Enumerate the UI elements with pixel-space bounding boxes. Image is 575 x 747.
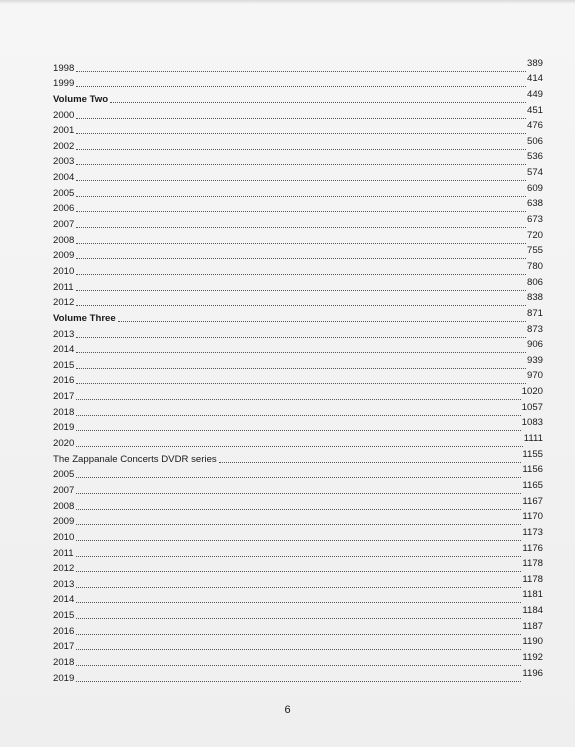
toc-dot-leader — [76, 117, 526, 119]
toc-dot-leader — [118, 320, 526, 322]
toc-dot-leader — [76, 163, 526, 165]
page-top-edge — [0, 0, 575, 4]
toc-dot-leader — [76, 601, 521, 603]
toc-entry-label: 2011 — [53, 281, 74, 293]
toc-entry-page-number: 871 — [526, 307, 543, 319]
toc-dot-leader — [76, 195, 526, 197]
toc-entry-label: 2011 — [53, 547, 74, 559]
toc-dot-leader — [76, 414, 520, 416]
toc-entry — [53, 621, 543, 637]
toc-dot-leader — [76, 367, 526, 369]
toc-entry — [53, 58, 543, 74]
toc-entry-label: 2013 — [53, 578, 75, 590]
toc-section-heading — [53, 308, 543, 324]
toc-dot-leader — [76, 273, 526, 275]
toc-entry-label: Volume Two — [53, 93, 109, 105]
toc-entry-label: 1999 — [53, 78, 75, 90]
toc-entry-label: 2014 — [53, 594, 75, 606]
toc-entry-page-number: 609 — [526, 182, 543, 194]
toc-dot-leader — [76, 445, 522, 447]
toc-entry — [53, 496, 543, 512]
toc-entry — [53, 105, 543, 121]
toc-entry — [53, 512, 543, 528]
toc-entry-label: 2015 — [53, 610, 75, 622]
toc-entry-page-number: 1167 — [522, 495, 543, 507]
toc-entry-label: 2007 — [53, 219, 75, 231]
toc-entry-page-number: 389 — [526, 57, 543, 69]
toc-entry-label: 2005 — [53, 469, 75, 481]
toc-entry-label: 2017 — [53, 641, 75, 653]
toc-entry-page-number: 1184 — [522, 605, 543, 617]
toc-entry-label: 2015 — [53, 359, 75, 371]
toc-dot-leader — [76, 523, 521, 525]
toc-entry-page-number: 1170 — [522, 511, 543, 523]
toc-entry — [53, 402, 543, 418]
toc-entry-label: 2016 — [53, 375, 75, 387]
toc-entry-label: 2006 — [53, 203, 75, 215]
toc-entry-page-number: 1083 — [521, 417, 543, 429]
toc-entry — [53, 340, 543, 356]
toc-entry-page-number: 449 — [526, 88, 543, 100]
toc-entry-label: 2019 — [53, 672, 75, 684]
toc-entry-label: 2017 — [53, 391, 75, 403]
toc-entry-page-number: 1192 — [522, 651, 543, 663]
toc-entry-page-number: 1187 — [522, 620, 543, 632]
toc-entry — [53, 324, 543, 340]
toc-entry — [53, 480, 543, 496]
toc-entry — [53, 418, 543, 434]
toc-entry-label: 2000 — [53, 109, 75, 121]
toc-dot-leader — [76, 226, 526, 228]
toc-dot-leader — [76, 289, 526, 291]
toc-dot-leader — [76, 429, 520, 431]
toc-entry — [53, 371, 543, 387]
toc-dot-leader — [76, 398, 520, 400]
toc-dot-leader — [76, 132, 526, 134]
toc-entry — [53, 167, 543, 183]
toc-dot-leader — [76, 664, 521, 666]
toc-entry — [53, 246, 543, 262]
toc-entry-page-number: 506 — [526, 135, 543, 147]
toc-entry-label: 2009 — [53, 516, 75, 528]
table-of-contents — [53, 58, 543, 684]
toc-entry-page-number: 906 — [526, 339, 543, 351]
toc-entry-page-number: 1176 — [522, 542, 543, 554]
toc-dot-leader — [76, 257, 526, 259]
toc-entry-page-number: 755 — [526, 245, 543, 257]
toc-entry-page-number: 1155 — [522, 448, 543, 460]
toc-entry — [53, 293, 543, 309]
toc-entry-page-number: 574 — [526, 167, 543, 179]
toc-dot-leader — [76, 586, 521, 588]
toc-entry-page-number: 673 — [526, 214, 543, 226]
toc-dot-leader — [76, 476, 521, 478]
toc-entry-label: 2016 — [53, 625, 75, 637]
toc-entry — [53, 355, 543, 371]
toc-entry — [53, 277, 543, 293]
toc-entry-page-number: 780 — [526, 260, 543, 272]
toc-entry-page-number: 1165 — [522, 479, 543, 491]
toc-entry-page-number: 806 — [526, 276, 543, 288]
toc-entry-page-number: 970 — [526, 370, 543, 382]
toc-entry-page-number: 1181 — [522, 589, 543, 601]
toc-entry-page-number: 939 — [526, 354, 543, 366]
toc-entry-page-number: 451 — [526, 104, 543, 116]
toc-entry-page-number: 1173 — [522, 526, 543, 538]
toc-entry-page-number: 536 — [526, 151, 543, 163]
toc-dot-leader — [76, 648, 521, 650]
toc-entry — [53, 74, 543, 90]
toc-dot-leader — [76, 336, 526, 338]
toc-entry-label: 2008 — [53, 500, 75, 512]
toc-dot-leader — [76, 382, 526, 384]
toc-entry-label: 2012 — [53, 563, 75, 575]
toc-dot-leader — [76, 304, 526, 306]
toc-entry — [53, 214, 543, 230]
toc-dot-leader — [76, 633, 521, 635]
toc-dot-leader — [76, 570, 521, 572]
toc-entry-page-number: 1178 — [522, 573, 543, 585]
toc-dot-leader — [76, 148, 526, 150]
toc-entry — [53, 527, 543, 543]
toc-entry — [53, 136, 543, 152]
toc-entry-label: 2009 — [53, 250, 75, 262]
toc-entry — [53, 465, 543, 481]
toc-entry-label: 2014 — [53, 344, 75, 356]
toc-entry-label: 2003 — [53, 156, 75, 168]
toc-dot-leader — [76, 539, 521, 541]
toc-dot-leader — [76, 70, 526, 72]
toc-entry-label: 2001 — [53, 125, 75, 137]
toc-entry-label: 2020 — [53, 438, 75, 450]
toc-dot-leader — [76, 617, 521, 619]
toc-entry-page-number: 1178 — [522, 558, 543, 570]
toc-entry-label: 2002 — [53, 140, 75, 152]
toc-dot-leader — [76, 492, 521, 494]
toc-entry-page-number: 638 — [526, 198, 543, 210]
toc-entry-page-number: 1057 — [521, 401, 543, 413]
toc-entry — [53, 574, 543, 590]
toc-section-heading — [53, 89, 543, 105]
toc-dot-leader — [219, 461, 522, 463]
toc-entry-page-number: 1020 — [521, 386, 543, 398]
toc-entry-label: 2012 — [53, 297, 75, 309]
toc-dot-leader — [76, 242, 526, 244]
toc-dot-leader — [76, 555, 522, 557]
toc-dot-leader — [76, 680, 521, 682]
toc-entry-label: 2018 — [53, 406, 75, 418]
page-number: 6 — [284, 704, 291, 716]
toc-entry — [53, 590, 543, 606]
toc-entry — [53, 637, 543, 653]
toc-entry-label: 1998 — [53, 62, 75, 74]
toc-entry — [53, 668, 543, 684]
toc-entry-page-number: 1111 — [523, 433, 543, 445]
toc-entry-label: 2004 — [53, 172, 75, 184]
toc-entry — [53, 543, 543, 559]
toc-entry-page-number: 1196 — [522, 667, 543, 679]
toc-entry-label: Volume Three — [53, 312, 116, 324]
toc-entry-label: 2007 — [53, 484, 75, 496]
toc-entry — [53, 652, 543, 668]
toc-entry-page-number: 476 — [526, 120, 543, 132]
toc-entry-page-number: 873 — [526, 323, 543, 335]
toc-entry-page-number: 838 — [526, 292, 543, 304]
toc-entry — [53, 605, 543, 621]
toc-dot-leader — [110, 101, 526, 103]
toc-entry — [53, 230, 543, 246]
toc-entry — [53, 121, 543, 137]
toc-dot-leader — [76, 179, 526, 181]
toc-entry-label: The Zappanale Concerts DVDR series — [53, 453, 217, 465]
toc-entry-page-number: 1190 — [522, 636, 543, 648]
toc-entry — [53, 559, 543, 575]
toc-entry — [53, 449, 543, 465]
toc-entry-page-number: 1156 — [522, 464, 543, 476]
toc-dot-leader — [76, 210, 526, 212]
toc-entry-label: 2008 — [53, 234, 75, 246]
toc-entry-label: 2010 — [53, 531, 75, 543]
toc-entry-label: 2010 — [53, 265, 75, 277]
toc-entry — [53, 152, 543, 168]
toc-dot-leader — [76, 508, 521, 510]
toc-entry-label: 2005 — [53, 187, 75, 199]
toc-entry-label: 2018 — [53, 656, 75, 668]
toc-dot-leader — [76, 85, 526, 87]
toc-entry — [53, 386, 543, 402]
toc-entry-page-number: 414 — [526, 73, 543, 85]
toc-dot-leader — [76, 351, 526, 353]
toc-entry — [53, 433, 543, 449]
toc-entry-label: 2013 — [53, 328, 75, 340]
toc-entry — [53, 199, 543, 215]
toc-entry-page-number: 720 — [526, 229, 543, 241]
toc-entry-label: 2019 — [53, 422, 75, 434]
toc-entry — [53, 183, 543, 199]
toc-entry — [53, 261, 543, 277]
